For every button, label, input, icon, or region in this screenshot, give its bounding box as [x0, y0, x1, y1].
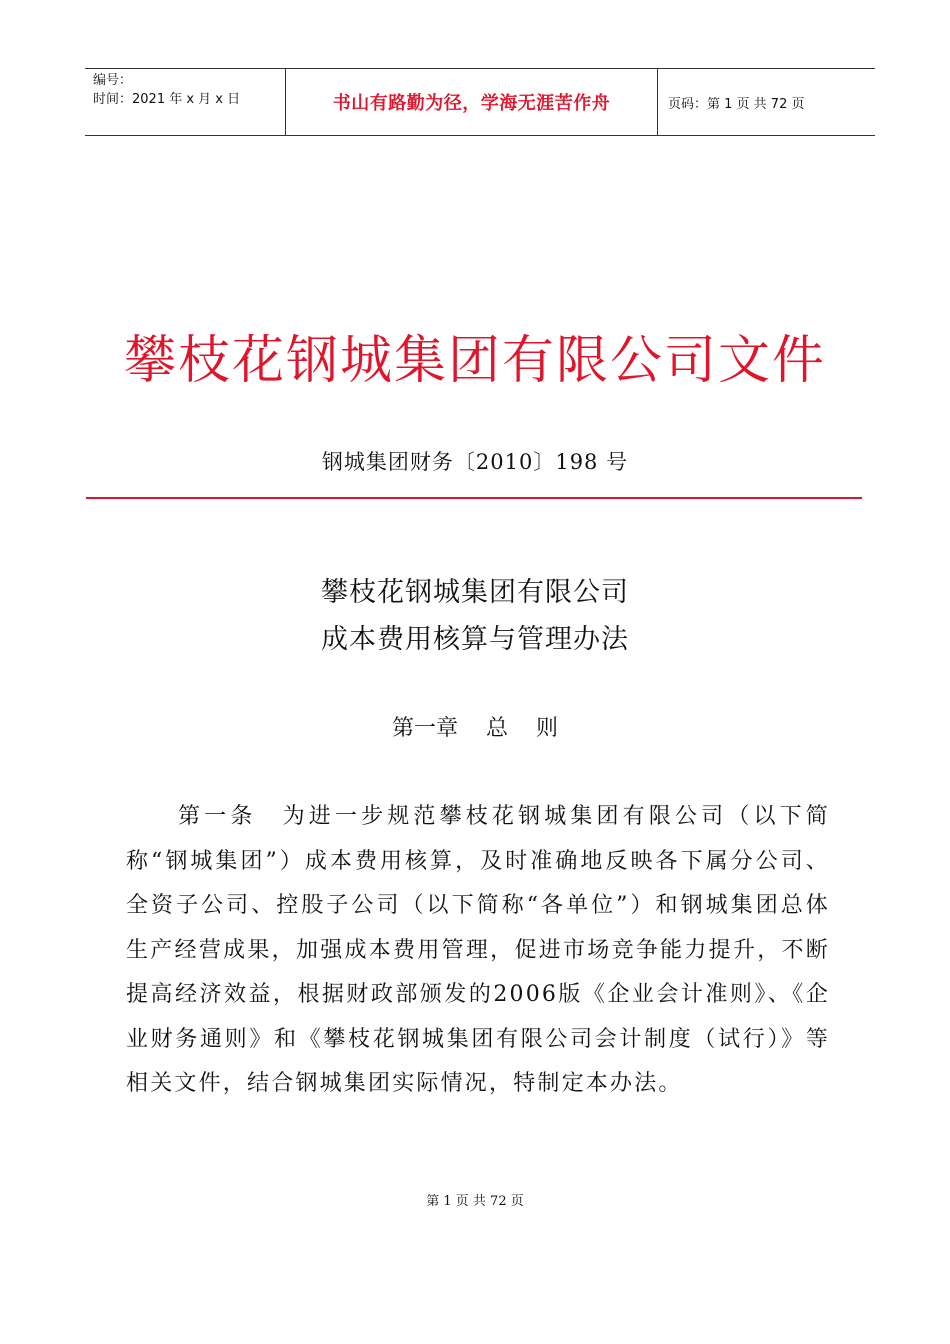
- page-header: [85, 68, 875, 136]
- page-footer: 第 1 页 共 72 页: [426, 1194, 524, 1209]
- header-meta: [85, 69, 285, 135]
- chapter-heading: 第一章 总 则: [392, 716, 558, 741]
- subtitle-line-2: 成本费用核算与管理办法: [321, 624, 629, 655]
- header-page-info: 页码：第 1 页 共 72 页: [668, 96, 805, 112]
- header-motto: 书山有路勤为径，学海无涯苦作舟: [285, 69, 658, 135]
- article-1-paragraph: 第一条 为进一步规范攀枝花钢城集团有限公司（以下简称“钢城集团”）成本费用核算，及时准确地反映各下属分公司、全资子公司、控股子公司（以下简称“各单位”）和钢城集团总体生产经营成果，加强成本费用管理，促进市场竞争能力提升，不断提高经济效益，根据财政部颁发的2006版《企业会计准则》、《企业财务通则》和《攀枝花钢城集团有限公司会计制度（试行）》等相关文件，结合钢城集团实际情况，特制定本办法。: [126, 804, 830, 1096]
- red-divider: [86, 497, 862, 499]
- date-label: 时间：2021 年 x 月 x 日: [93, 92, 241, 107]
- subtitle-line-1: 攀枝花钢城集团有限公司: [321, 577, 629, 608]
- serial-number-label: 编号：: [93, 73, 133, 88]
- document-title: 攀枝花钢城集团有限公司文件: [123, 331, 826, 391]
- document-number: 钢城集团财务〔2010〕198 号: [321, 450, 629, 474]
